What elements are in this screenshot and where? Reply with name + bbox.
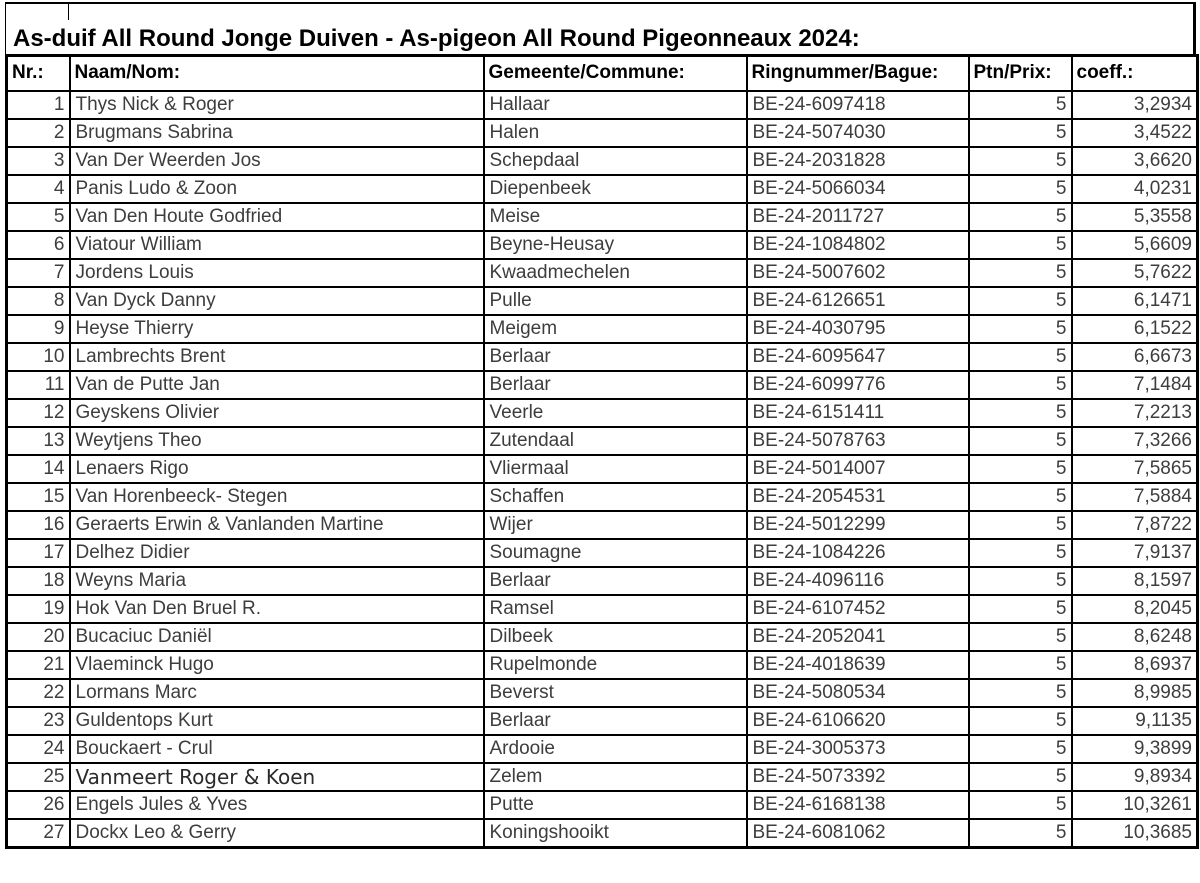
cell-coeff: 9,8934 [1072,763,1198,791]
cell-naam: Bouckaert - Crul [70,735,484,763]
cell-ptn: 5 [969,287,1072,315]
cell-ring: BE-24-6099776 [747,371,969,399]
cell-naam: Dockx Leo & Gerry [70,819,484,848]
cell-gemeente: Soumagne [484,539,747,567]
cell-coeff: 7,9137 [1072,539,1198,567]
cell-nr: 26 [7,791,70,819]
cell-naam: Thys Nick & Roger [70,91,484,119]
cell-ring: BE-24-6081062 [747,819,969,848]
cell-nr: 25 [7,763,70,791]
cell-ring: BE-24-6151411 [747,399,969,427]
table-row [7,259,1198,287]
cell-nr: 15 [7,483,70,511]
cell-nr: 17 [7,539,70,567]
cell-gemeente: Halen [484,119,747,147]
cell-ptn: 5 [969,371,1072,399]
cell-gemeente: Ardooie [484,735,747,763]
cell-ring: BE-24-2054531 [747,483,969,511]
cell-gemeente: Berlaar [484,371,747,399]
cell-nr: 9 [7,315,70,343]
cell-gemeente: Hallaar [484,91,747,119]
cell-gemeente: Zutendaal [484,427,747,455]
cell-naam: Lenaers Rigo [70,455,484,483]
cell-gemeente: Meigem [484,315,747,343]
column-header-naam: Naam/Nom: [70,56,484,92]
table-row [7,147,1198,175]
cell-coeff: 7,1484 [1072,371,1198,399]
table-row [7,371,1198,399]
cell-gemeente: Putte [484,791,747,819]
table-row [7,287,1198,315]
table-row [7,483,1198,511]
column-header-coeff: coeff.: [1072,56,1198,92]
cell-coeff: 8,9985 [1072,679,1198,707]
cell-ptn: 5 [969,343,1072,371]
cell-coeff: 4,0231 [1072,175,1198,203]
cell-ring: BE-24-5014007 [747,455,969,483]
cell-naam: Geraerts Erwin & Vanlanden Martine [70,511,484,539]
cell-nr: 11 [7,371,70,399]
cell-ring: BE-24-1084226 [747,539,969,567]
cell-gemeente: Dilbeek [484,623,747,651]
cell-nr: 10 [7,343,70,371]
cell-coeff: 5,6609 [1072,231,1198,259]
cell-coeff: 6,1522 [1072,315,1198,343]
cell-ring: BE-24-6126651 [747,287,969,315]
cell-nr: 13 [7,427,70,455]
table-row [7,91,1198,119]
cell-coeff: 5,3558 [1072,203,1198,231]
cell-ptn: 5 [969,483,1072,511]
table-row [7,707,1198,735]
cell-coeff: 8,2045 [1072,595,1198,623]
cell-naam: Van de Putte Jan [70,371,484,399]
cell-coeff: 3,4522 [1072,119,1198,147]
cell-coeff: 7,3266 [1072,427,1198,455]
cell-gemeente: Diepenbeek [484,175,747,203]
cell-coeff: 7,5884 [1072,483,1198,511]
cell-gemeente: Berlaar [484,343,747,371]
cell-nr: 24 [7,735,70,763]
cell-gemeente: Schaffen [484,483,747,511]
cell-nr: 22 [7,679,70,707]
table-row [7,679,1198,707]
cell-coeff: 7,2213 [1072,399,1198,427]
cell-coeff: 9,1135 [1072,707,1198,735]
cell-ring: BE-24-5080534 [747,679,969,707]
cell-coeff: 7,5865 [1072,455,1198,483]
table-row [7,427,1198,455]
cell-ring: BE-24-3005373 [747,735,969,763]
column-header-nr: Nr.: [7,56,70,92]
cell-coeff: 10,3685 [1072,819,1198,848]
cell-naam: Vanmeert Roger & Koen [70,763,484,791]
cell-coeff: 7,8722 [1072,511,1198,539]
cell-nr: 20 [7,623,70,651]
column-header-ptn: Ptn/Prix: [969,56,1072,92]
cell-ptn: 5 [969,707,1072,735]
cell-ptn: 5 [969,427,1072,455]
cell-nr: 19 [7,595,70,623]
table-row [7,791,1198,819]
cell-gemeente: Ramsel [484,595,747,623]
cell-ptn: 5 [969,315,1072,343]
column-header-ring: Ringnummer/Bague: [747,56,969,92]
cell-ptn: 5 [969,567,1072,595]
cell-naam: Van Der Weerden Jos [70,147,484,175]
cell-coeff: 3,2934 [1072,91,1198,119]
table-row [7,595,1198,623]
cell-ring: BE-24-5074030 [747,119,969,147]
cell-ptn: 5 [969,399,1072,427]
cell-nr: 1 [7,91,70,119]
cell-ring: BE-24-5066034 [747,175,969,203]
cell-nr: 14 [7,455,70,483]
cell-naam: Van Den Houte Godfried [70,203,484,231]
cell-ring: BE-24-2052041 [747,623,969,651]
cell-ring: BE-24-1084802 [747,231,969,259]
cell-nr: 18 [7,567,70,595]
cell-naam: Lambrechts Brent [70,343,484,371]
cell-ring: BE-24-5007602 [747,259,969,287]
cell-ptn: 5 [969,763,1072,791]
cell-nr: 23 [7,707,70,735]
grid-remnant-line [68,4,69,20]
cell-gemeente: Meise [484,203,747,231]
cell-ptn: 5 [969,231,1072,259]
cell-coeff: 9,3899 [1072,735,1198,763]
cell-ring: BE-24-2011727 [747,203,969,231]
cell-coeff: 5,7622 [1072,259,1198,287]
cell-ptn: 5 [969,91,1072,119]
cell-coeff: 6,6673 [1072,343,1198,371]
cell-ptn: 5 [969,259,1072,287]
results-sheet [5,2,1196,849]
cell-ring: BE-24-6097418 [747,91,969,119]
cell-naam: Heyse Thierry [70,315,484,343]
cell-naam: Panis Ludo & Zoon [70,175,484,203]
cell-ptn: 5 [969,455,1072,483]
cell-gemeente: Schepdaal [484,147,747,175]
cell-coeff: 8,1597 [1072,567,1198,595]
page-title: As-duif All Round Jonge Duiven - As-pigeon All Round Pigeonneaux 2024: [13,25,860,52]
header-row [7,56,1198,92]
cell-ring: BE-24-4096116 [747,567,969,595]
cell-ptn: 5 [969,651,1072,679]
cell-gemeente: Berlaar [484,707,747,735]
cell-gemeente: Wijer [484,511,747,539]
cell-ptn: 5 [969,203,1072,231]
cell-coeff: 10,3261 [1072,791,1198,819]
cell-naam: Hok Van Den Bruel R. [70,595,484,623]
table-row [7,819,1198,848]
cell-ptn: 5 [969,511,1072,539]
cell-ptn: 5 [969,175,1072,203]
cell-ring: BE-24-6106620 [747,707,969,735]
cell-ring: BE-24-6095647 [747,343,969,371]
cell-ptn: 5 [969,119,1072,147]
cell-coeff: 8,6248 [1072,623,1198,651]
cell-ring: BE-24-5073392 [747,763,969,791]
cell-naam: Delhez Didier [70,539,484,567]
cell-ring: BE-24-2031828 [747,147,969,175]
table-row [7,735,1198,763]
cell-ring: BE-24-4030795 [747,315,969,343]
cell-gemeente: Koningshooikt [484,819,747,848]
cell-nr: 2 [7,119,70,147]
cell-nr: 6 [7,231,70,259]
cell-naam: Van Dyck Danny [70,287,484,315]
cell-gemeente: Vliermaal [484,455,747,483]
cell-ptn: 5 [969,623,1072,651]
cell-naam: Van Horenbeeck- Stegen [70,483,484,511]
cell-ring: BE-24-5012299 [747,511,969,539]
cell-naam: Guldentops Kurt [70,707,484,735]
cell-gemeente: Berlaar [484,567,747,595]
cell-gemeente: Beyne-Heusay [484,231,747,259]
cell-naam: Brugmans Sabrina [70,119,484,147]
cell-ring: BE-24-6168138 [747,791,969,819]
table-row [7,119,1198,147]
cell-coeff: 8,6937 [1072,651,1198,679]
table-row [7,399,1198,427]
cell-ring: BE-24-6107452 [747,595,969,623]
table-row [7,203,1198,231]
cell-nr: 27 [7,819,70,848]
table-row [7,511,1198,539]
cell-ptn: 5 [969,819,1072,848]
table-row [7,231,1198,259]
title-row [5,2,1196,54]
cell-gemeente: Pulle [484,287,747,315]
results-table [5,54,1199,849]
cell-ptn: 5 [969,539,1072,567]
cell-coeff: 3,6620 [1072,147,1198,175]
table-row [7,455,1198,483]
cell-nr: 21 [7,651,70,679]
cell-nr: 5 [7,203,70,231]
cell-ptn: 5 [969,147,1072,175]
table-row [7,623,1198,651]
cell-naam: Geyskens Olivier [70,399,484,427]
cell-naam: Bucaciuc Daniël [70,623,484,651]
cell-nr: 16 [7,511,70,539]
cell-gemeente: Veerle [484,399,747,427]
results-body [7,91,1198,848]
table-row [7,567,1198,595]
cell-gemeente: Rupelmonde [484,651,747,679]
cell-ring: BE-24-5078763 [747,427,969,455]
table-row [7,343,1198,371]
cell-ptn: 5 [969,735,1072,763]
cell-naam: Jordens Louis [70,259,484,287]
table-row [7,539,1198,567]
table-row [7,175,1198,203]
cell-ring: BE-24-4018639 [747,651,969,679]
cell-ptn: 5 [969,679,1072,707]
cell-ptn: 5 [969,595,1072,623]
cell-nr: 7 [7,259,70,287]
cell-nr: 8 [7,287,70,315]
cell-naam: Weytjens Theo [70,427,484,455]
cell-nr: 12 [7,399,70,427]
table-row [7,651,1198,679]
cell-gemeente: Zelem [484,763,747,791]
cell-naam: Vlaeminck Hugo [70,651,484,679]
cell-naam: Weyns Maria [70,567,484,595]
cell-naam: Lormans Marc [70,679,484,707]
cell-ptn: 5 [969,791,1072,819]
cell-gemeente: Beverst [484,679,747,707]
column-header-gemeente: Gemeente/Commune: [484,56,747,92]
cell-naam: Engels Jules & Yves [70,791,484,819]
cell-nr: 4 [7,175,70,203]
cell-naam: Viatour William [70,231,484,259]
table-row [7,763,1198,791]
cell-nr: 3 [7,147,70,175]
table-row [7,315,1198,343]
cell-gemeente: Kwaadmechelen [484,259,747,287]
cell-coeff: 6,1471 [1072,287,1198,315]
